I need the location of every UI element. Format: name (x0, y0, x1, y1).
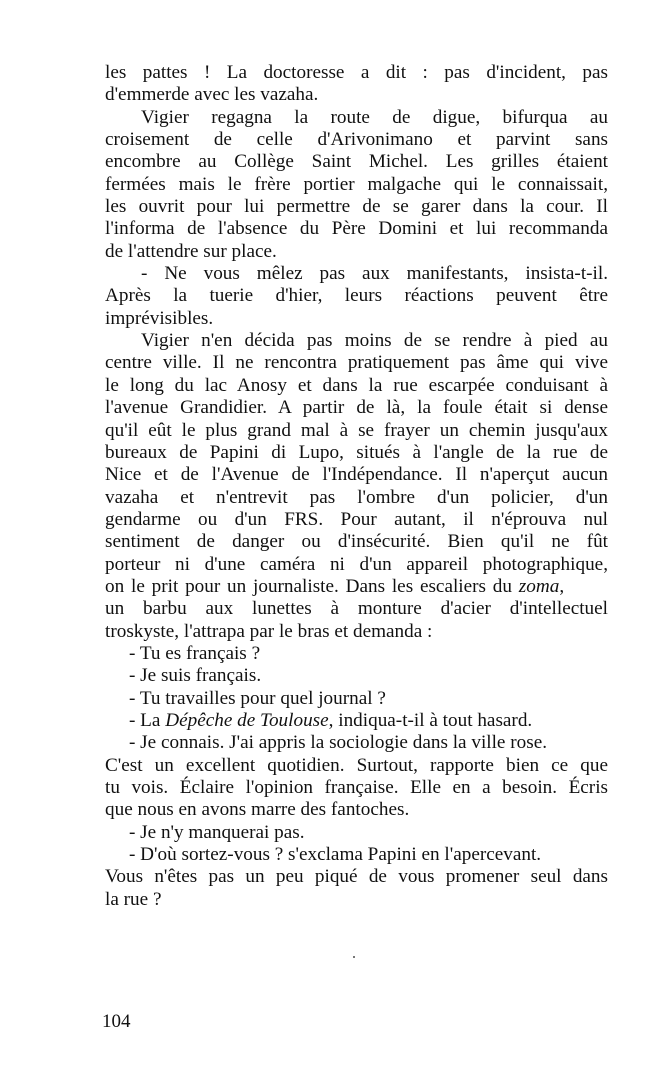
text-line: vazaha et n'entrevit pas l'ombre d'un policier, d'un (105, 486, 608, 508)
text-line: tu vois. Éclaire l'opinion française. Elle en a besoin. Écris (105, 777, 608, 798)
text-line (105, 710, 608, 732)
text-line: sentiment de danger ou d'insécurité. Bien qu'il ne fût (105, 531, 608, 553)
text-line: porteur ni d'une caméra ni d'un appareil photographique, (105, 553, 608, 575)
text-line: - Tu es français ? (129, 642, 261, 664)
text-line: bureaux de Papini di Lupo, situés à l'angle de la rue de (105, 441, 608, 463)
text-line: un barbu aux lunettes à monture d'acier d'intellectuel (105, 598, 608, 620)
page-number: 104 (102, 1011, 131, 1032)
text-line: - Je suis français. (129, 665, 262, 687)
text-line: fermées mais le frère portier malgache qui le connaissait, (105, 173, 608, 195)
text-line: qu'il eût le plus grand mal à se frayer un chemin jusqu'aux (105, 419, 608, 441)
text-line: C'est un excellent quotidien. Surtout, rapporte bien ce que (105, 754, 608, 776)
text-line: centre ville. Il ne rencontra pratiquement pas âme qui vive (105, 352, 608, 374)
text-line: gendarme ou d'un FRS. Pour autant, il n'éprouva nul (105, 508, 608, 530)
text-segment: , indiqua-t-il à tout hasard. (328, 709, 533, 731)
text-line: les pattes ! La doctoresse a dit : pas d'incident, pas (105, 62, 608, 83)
text-line (105, 576, 608, 598)
text-line: Vous n'êtes pas un peu piqué de vous promener seul dans (105, 866, 608, 888)
text-line: le long du lac Anosy et dans la rue escarpée conduisant à (105, 374, 608, 396)
italic-title: Dépêche de Toulouse (165, 709, 329, 731)
text-line: l'avenue Grandidier. A partir de là, la foule était si dense (105, 397, 608, 419)
text-line: que nous en avons marre des fantoches. (105, 799, 410, 821)
text-line: la rue ? (105, 888, 162, 910)
text-line: d'emmerde avec les vazaha. (105, 84, 319, 106)
text-line: croisement de celle d'Arivonimano et parvint sans (105, 129, 608, 151)
text-line: troskyste, l'attrapa par le bras et demanda : (105, 620, 433, 642)
text-segment: - La (129, 709, 166, 731)
text-line: - Je n'y manquerai pas. (129, 821, 305, 843)
italic-title: zoma (518, 575, 560, 597)
text-line: - Tu travailles pour quel journal ? (129, 687, 386, 709)
text-line: - Ne vous mêlez pas aux manifestants, insista-t-il. (141, 263, 608, 285)
scan-speck (353, 956, 355, 958)
text-line: Nice et de l'Avenue de l'Indépendance. Il n'aperçut aucun (105, 464, 608, 486)
book-page-body (105, 62, 608, 911)
text-line: Vigier regagna la route de digue, bifurqua au (141, 106, 608, 128)
text-line: Vigier n'en décida pas moins de se rendre à pied au (141, 330, 608, 352)
text-line: les ouvrit pour lui permettre de se garer dans la cour. Il (105, 196, 608, 218)
text-line: imprévisibles. (105, 307, 214, 329)
text-line: encombre au Collège Saint Michel. Les grilles étaient (105, 151, 608, 173)
text-line: de l'attendre sur place. (105, 240, 277, 262)
text-line: - D'où sortez-vous ? s'exclama Papini en l'apercevant. (129, 844, 542, 866)
text-segment: on le prit pour un journaliste. Dans les escaliers du (105, 575, 519, 597)
text-line: - Je connais. J'ai appris la sociologie dans la ville rose. (129, 732, 548, 754)
text-line: Après la tuerie d'hier, leurs réactions peuvent être (105, 285, 608, 307)
text-line: l'informa de l'absence du Père Domini et lui recommanda (105, 218, 608, 240)
text-segment: , (559, 575, 565, 597)
